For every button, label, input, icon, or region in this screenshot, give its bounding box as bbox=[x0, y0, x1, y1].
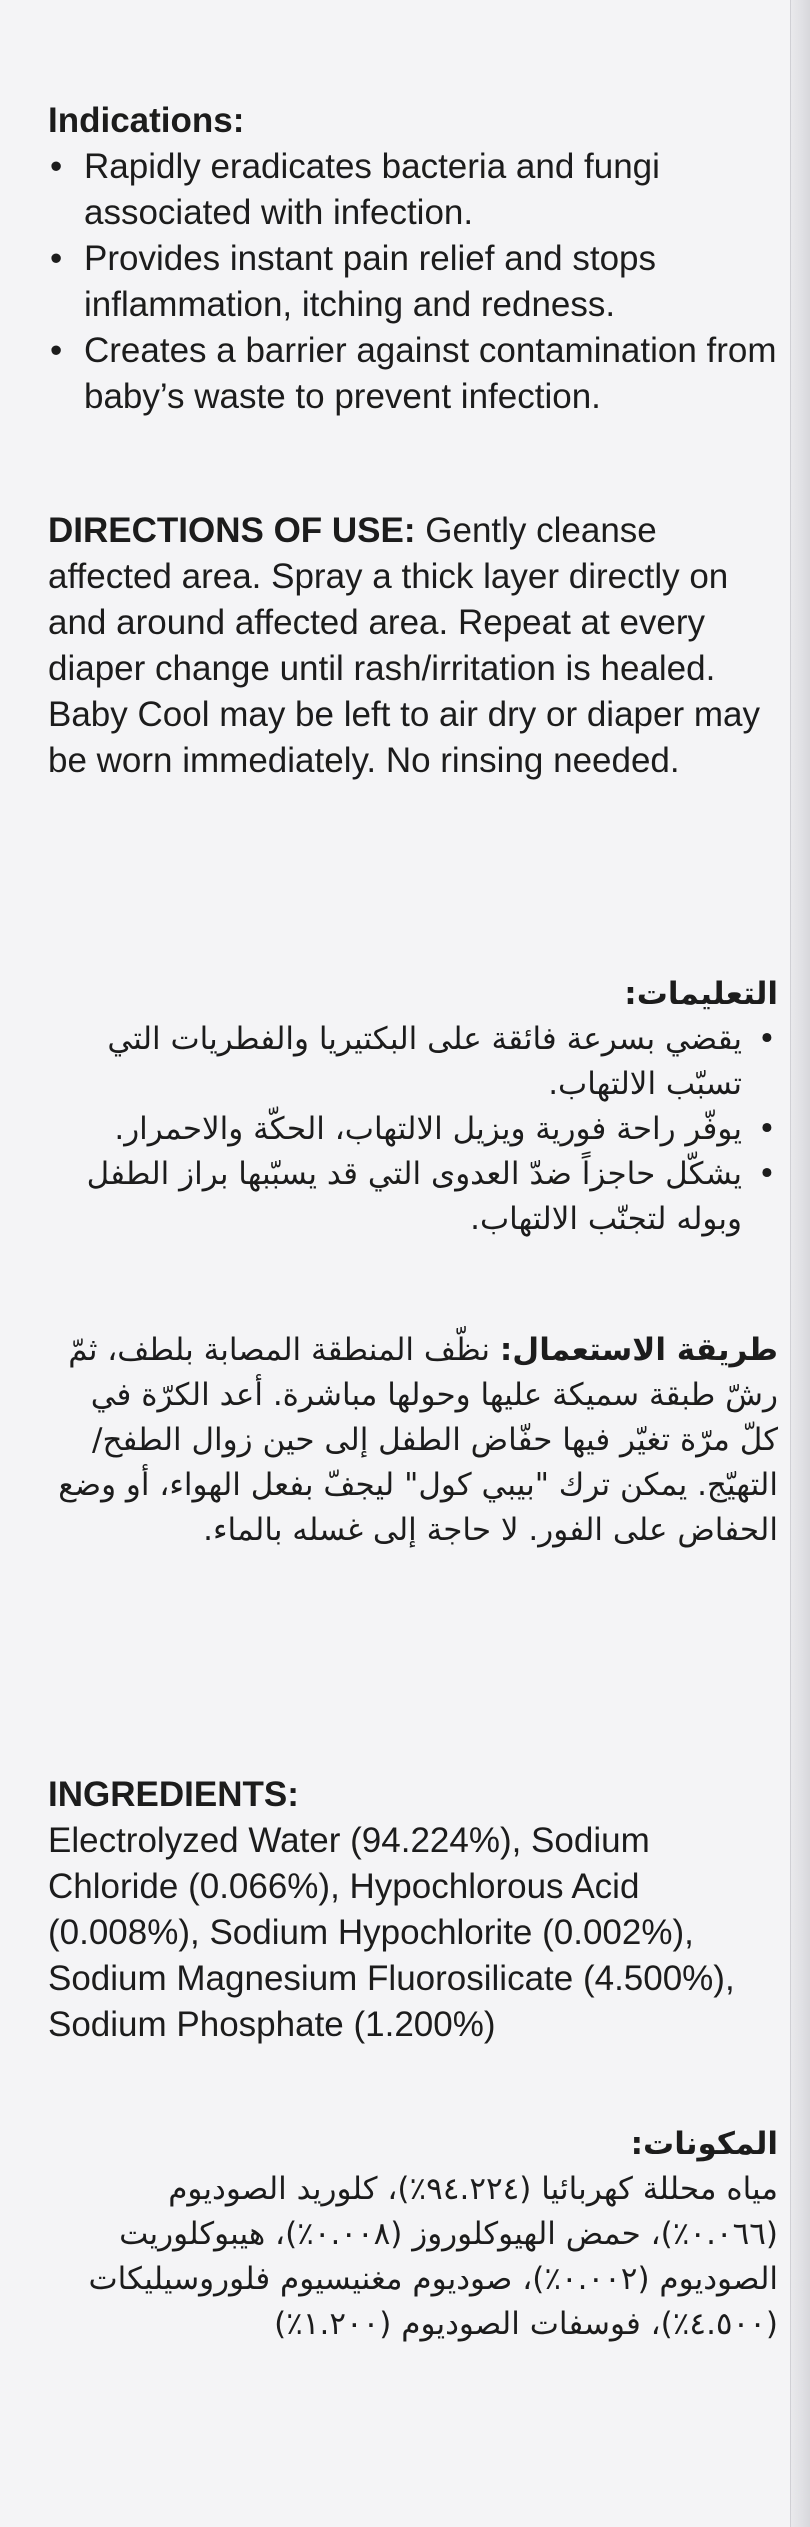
indications-item: • Provides instant pain relief and stops inflammation, itching and redness. bbox=[48, 236, 778, 328]
ingredients-text: Electrolyzed Water (94.224%), Sodium Chloride (0.066%), Hypochlorous Acid (0.008%), Sodium Hypochlorite (0.002%), Sodium Magnesium Fluorosilicate (4.500%), Sodium Phosphate (1.200%) bbox=[48, 1821, 735, 2044]
arabic-ingredients-section bbox=[48, 2122, 778, 2347]
ingredients-section bbox=[48, 1772, 778, 2048]
indications-list bbox=[48, 144, 778, 420]
indications-item: • Rapidly eradicates bacteria and fungi associated with infection. bbox=[48, 144, 778, 236]
arabic-indications-item: • يوفّر راحة فورية ويزيل الالتهاب، الحكّة والاحمرار. bbox=[48, 1107, 778, 1152]
arabic-ingredients-text: مياه محللة كهربائيا (٩٤.٢٢٤٪)، كلوريد الصوديوم (٠.٠٦٦٪)، حمض الهيوكلوروز (٠.٠٠٨٪)، هيبوكلوريت الصوديوم (٠.٠٠٢٪)، صوديوم مغنيسيوم فلوروسيليكات (٤.٥٠٠٪)، فوسفات الصوديوم (١.٢٠٠٪) bbox=[88, 2171, 778, 2342]
arabic-directions-heading: طريقة الاستعمال: bbox=[499, 1332, 778, 1368]
directions-text: Gently cleanse affected area. Spray a thick layer directly on and around affected area. Repeat at every diaper change until rash/irritation is healed. Baby Cool may be left to air dry or diaper may be worn immediately. No rinsing needed. bbox=[48, 511, 760, 780]
arabic-indications-item: • يقضي بسرعة فائقة على البكتيريا والفطريات التي تسبّب الالتهاب. bbox=[48, 1017, 778, 1107]
arabic-ingredients-heading: المكونات: bbox=[630, 2126, 778, 2162]
arabic-directions-section bbox=[48, 1328, 778, 1553]
indications-section bbox=[48, 98, 778, 420]
directions-heading: DIRECTIONS OF USE: bbox=[48, 511, 416, 550]
ingredients-heading: INGREDIENTS: bbox=[48, 1775, 299, 1814]
directions-paragraph bbox=[48, 508, 778, 784]
directions-section bbox=[48, 508, 778, 784]
arabic-indications-item: • يشكّل حاجزاً ضدّ العدوى التي قد يسبّبها براز الطفل وبوله لتجنّب الالتهاب. bbox=[48, 1152, 778, 1242]
arabic-directions-paragraph bbox=[48, 1328, 778, 1553]
indications-heading: Indications: bbox=[48, 101, 245, 140]
arabic-indications-heading: التعليمات: bbox=[624, 976, 778, 1012]
indications-item: • Creates a barrier against contamination from baby’s waste to prevent infection. bbox=[48, 328, 778, 420]
arabic-directions-text: نظّف المنطقة المصابة بلطف، ثمّ رشّ طبقة سميكة عليها وحولها مباشرة. أعد الكرّة في كلّ مرّة تغيّر فيها حفّاض الطفل إلى حين زوال الطفح/التهيّج. يمكن ترك "بيبي كول" ليجفّ بفعل الهواء، أو وضع الحفاض على الفور. لا حاجة إلى غسله بالماء. bbox=[58, 1332, 778, 1548]
arabic-indications-list bbox=[48, 1017, 778, 1242]
arabic-indications-section bbox=[48, 972, 778, 1242]
box-side-edge bbox=[790, 0, 810, 2527]
